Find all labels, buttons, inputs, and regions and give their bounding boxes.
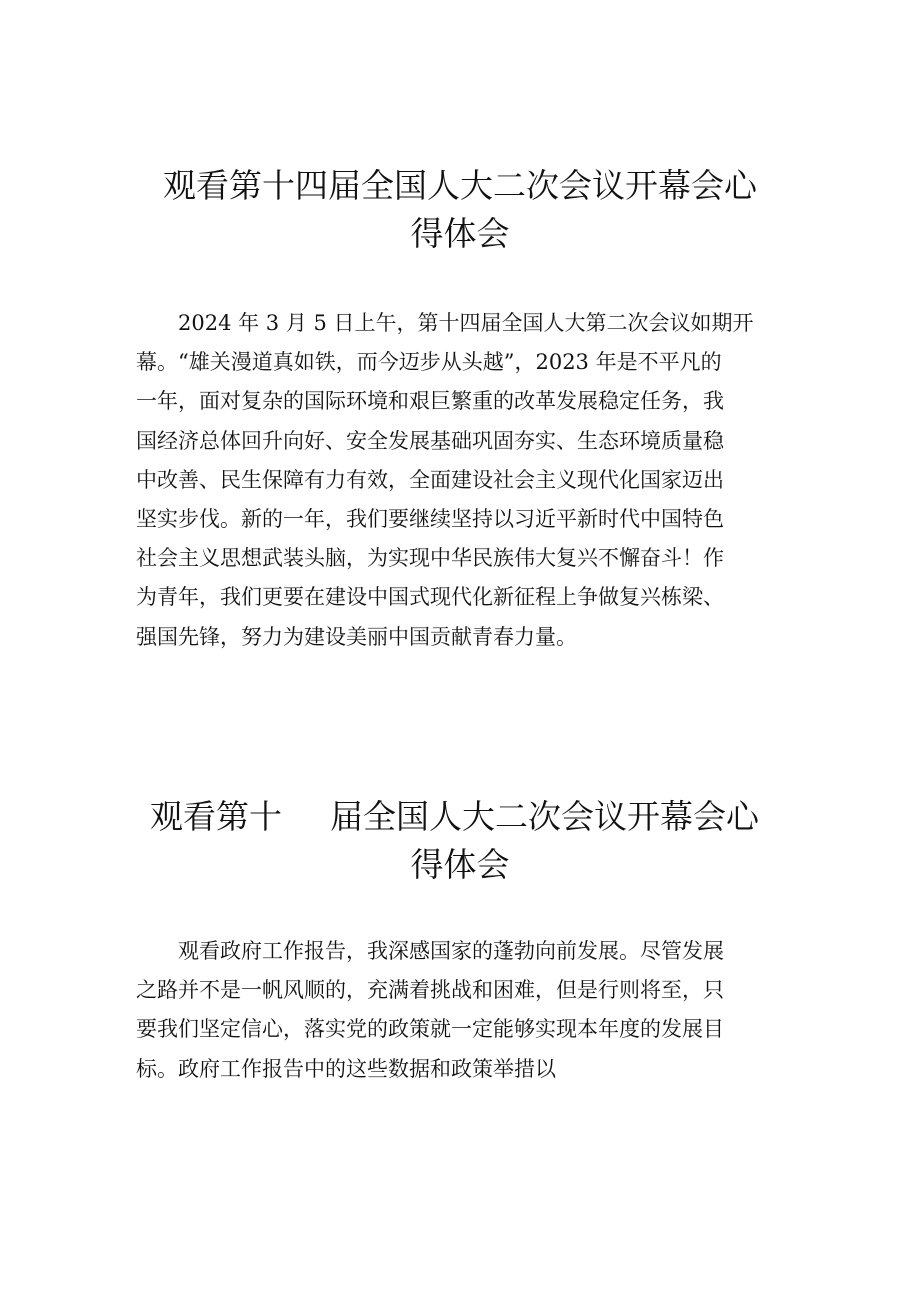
section-1-title-line-1: 观看第十四届全国人大二次会议开幕会心 [163,166,757,205]
paragraph-line: 国经济总体回升向好、安全发展基础巩固夯实、生态环境质量稳 [136,428,724,453]
paragraph-line: 坚实步伐。新的一年，我们要继续坚持以习近平新时代中国特色 [136,507,724,532]
section-2-title-line-1 [130,793,790,841]
section-2-title-part-1: 观看第十 [150,797,282,836]
section-2-paragraph [136,932,796,1089]
section-1-title [130,162,790,258]
paragraph-line: 为青年，我们更要在建设中国式现代化新征程上争做复兴栋梁、 [136,585,724,610]
paragraph-line: 一年，面对复杂的国际环境和艰巨繁重的改革发展稳定任务，我 [136,389,724,414]
paragraph-line: 标。政府工作报告中的这些数据和政策举措以 [136,1056,556,1081]
paragraph-line: 要我们坚定信心，落实党的政策就一定能够实现本年度的发展目 [136,1017,724,1042]
section-1-title-line-2: 得体会 [410,214,510,253]
paragraph-line: 2024 年 3 月 5 日上午，第十四届全国人大第二次会议如期开 [136,311,754,335]
section-2-title [130,793,790,889]
paragraph-line: 强国先锋，努力为建设美丽中国贡献青春力量。 [136,624,577,649]
paragraph-line: 中改善、民生保障有力有效，全面建设社会主义现代化国家迈出 [136,467,724,492]
paragraph-line: 之路并不是一帆风顺的，充满着挑战和困难，但是行则将至，只 [136,978,724,1003]
section-1-paragraph [136,304,796,657]
section-2-title-part-2: 届全国人大二次会议开幕会心 [330,797,759,836]
paragraph-line: 社会主义思想武装头脑，为实现中华民族伟大复兴不懈奋斗！作 [136,546,724,571]
section-2-title-line-2: 得体会 [410,845,510,884]
paragraph-line: 观看政府工作报告，我深感国家的蓬勃向前发展。尽管发展 [136,939,724,963]
paragraph-line: 幕。“雄关漫道真如铁，而今迈步从头越”，2023 年是不平凡的 [136,350,722,375]
